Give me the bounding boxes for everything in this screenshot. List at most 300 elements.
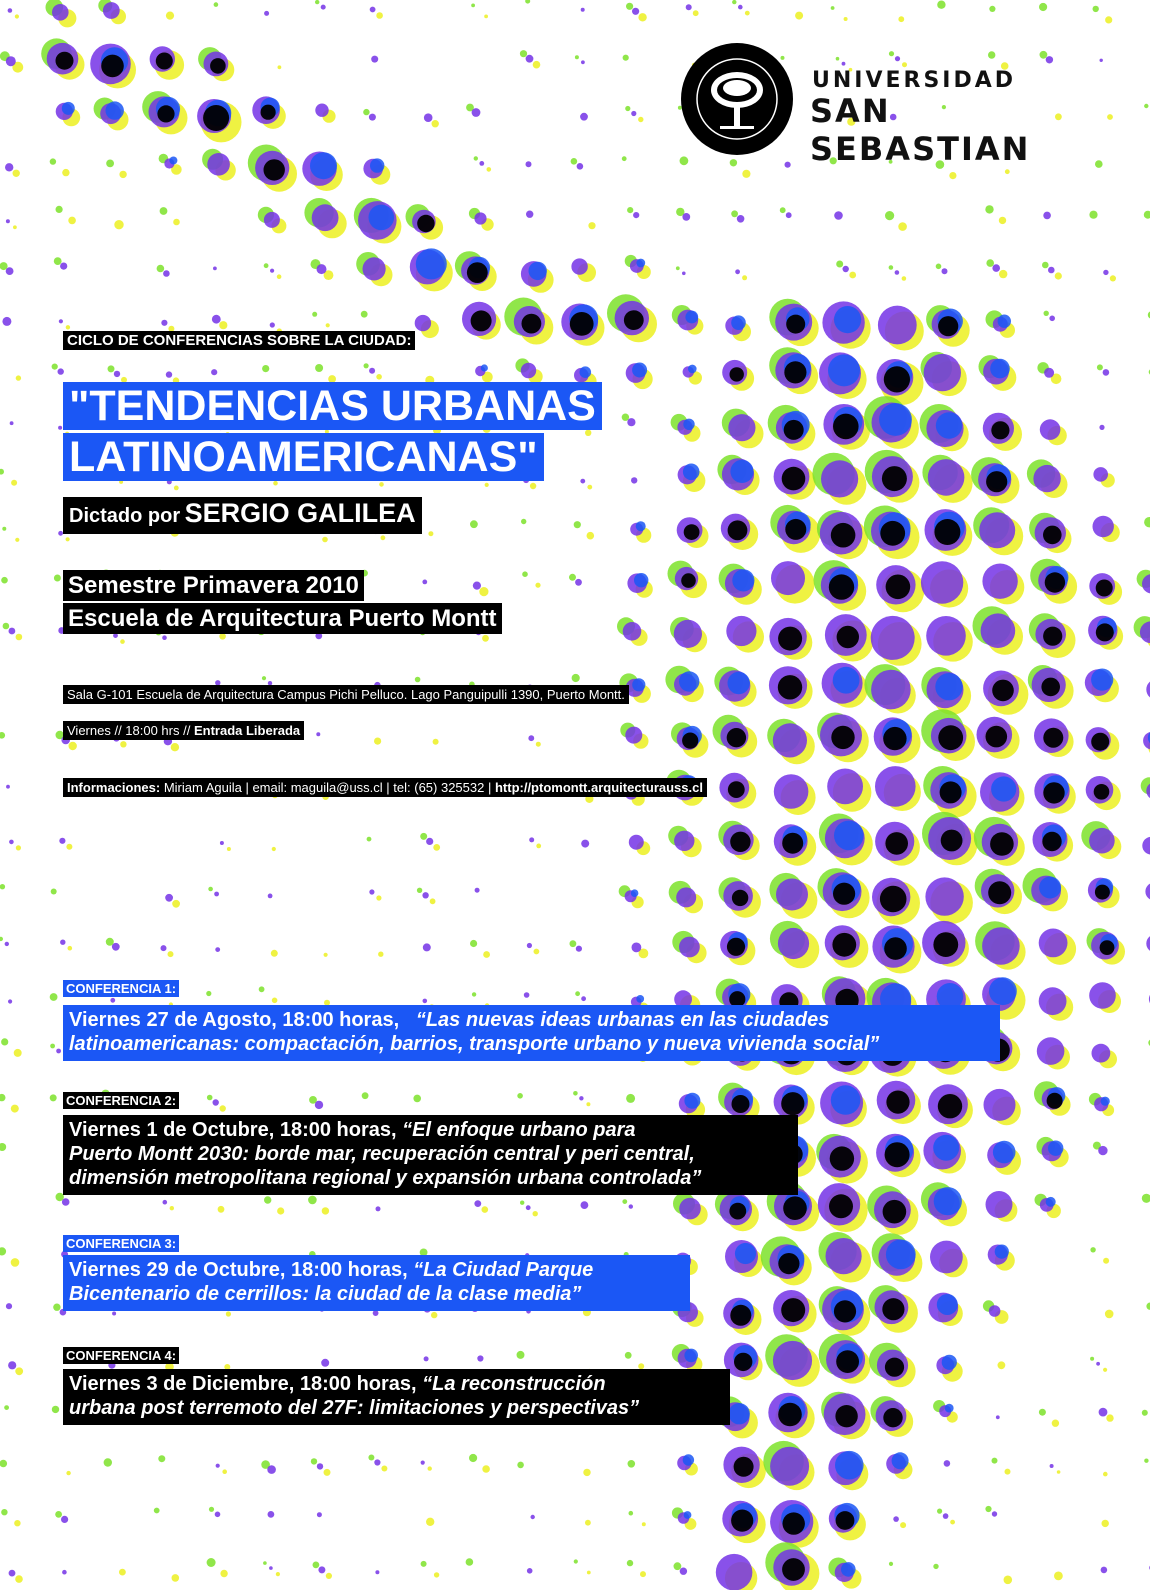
halftone-dot — [676, 266, 680, 270]
halftone-dot — [312, 312, 317, 317]
halftone-dot — [536, 844, 541, 849]
halftone-dot — [716, 1554, 753, 1590]
halftone-dot — [533, 61, 541, 69]
halftone-dot — [833, 667, 860, 694]
halftone-dot — [1052, 1420, 1059, 1427]
halftone-dot — [6, 267, 14, 275]
halftone-dot — [310, 152, 337, 179]
halftone-dot — [62, 169, 69, 176]
halftone-dot — [884, 937, 907, 960]
halftone-dot — [371, 56, 378, 63]
halftone-dot — [680, 1568, 687, 1575]
halftone-dot — [832, 933, 856, 957]
halftone-dot — [1039, 1409, 1046, 1416]
halftone-dot — [581, 1201, 589, 1209]
halftone-dot — [885, 1358, 904, 1377]
halftone-dot — [581, 60, 585, 64]
school-label: Escuela de Arquitectura Puerto Montt — [63, 603, 502, 634]
halftone-dot — [982, 927, 1020, 965]
halftone-dot — [835, 1451, 864, 1480]
halftone-dot — [0, 937, 3, 941]
halftone-dot — [685, 311, 698, 324]
halftone-dot — [269, 1566, 273, 1570]
halftone-dot — [986, 471, 1007, 492]
halftone-dot — [361, 311, 368, 318]
halftone-dot — [317, 1512, 322, 1517]
halftone-dot — [942, 1355, 957, 1370]
halftone-dot — [730, 367, 744, 381]
halftone-dot — [1039, 877, 1061, 899]
halftone-dot — [261, 105, 276, 120]
halftone-dot — [1091, 669, 1113, 691]
halftone-dot — [875, 766, 916, 807]
halftone-dot — [416, 248, 447, 279]
conference-2-title-b: Puerto Montt 2030: borde mar, recuperación central y peri central, — [69, 1143, 695, 1165]
halftone-dot — [165, 894, 173, 902]
halftone-dot — [880, 521, 905, 546]
halftone-dot — [1037, 1037, 1065, 1065]
title-line2: LATINOAMERICANAS" — [63, 433, 544, 481]
halftone-dot — [60, 940, 65, 945]
halftone-dot — [527, 943, 532, 948]
halftone-dot — [1096, 1362, 1100, 1366]
halftone-dot — [684, 1349, 698, 1363]
halftone-dot — [989, 977, 1017, 1005]
conference-2-line1 — [69, 1118, 792, 1142]
halftone-dot — [998, 1361, 1006, 1369]
halftone-dot — [933, 1564, 938, 1569]
halftone-dot — [1103, 1258, 1109, 1264]
halftone-dot — [921, 561, 963, 603]
title-line1: "TENDENCIAS URBANAS — [63, 382, 602, 430]
halftone-dot — [1046, 1197, 1056, 1207]
halftone-dot — [732, 569, 754, 591]
halftone-dot — [154, 1508, 160, 1514]
halftone-dot — [106, 101, 124, 119]
halftone-dot — [222, 1469, 227, 1474]
halftone-dot — [169, 157, 177, 165]
halftone-dot — [784, 361, 806, 383]
halftone-dot — [1089, 211, 1097, 219]
halftone-dot — [581, 840, 589, 848]
university-seal-tree-icon — [680, 42, 794, 156]
halftone-dot — [120, 639, 125, 644]
halftone-dot — [529, 837, 534, 842]
halftone-dot — [1094, 784, 1110, 800]
halftone-dot — [315, 364, 323, 372]
halftone-dot — [55, 1511, 62, 1518]
halftone-dot — [526, 161, 532, 167]
halftone-dot — [998, 315, 1011, 328]
halftone-dot — [984, 1089, 1016, 1121]
halftone-dot — [843, 266, 849, 272]
halftone-dot — [52, 1406, 59, 1413]
halftone-dot — [885, 832, 908, 855]
halftone-dot — [776, 879, 808, 911]
halftone-dot — [316, 732, 320, 736]
halftone-dot — [928, 459, 965, 496]
halftone-dot — [363, 257, 386, 280]
halftone-dot — [679, 937, 700, 958]
halftone-dot — [218, 1206, 225, 1213]
halftone-dot — [623, 55, 629, 61]
halftone-dot — [1041, 678, 1060, 697]
halftone-dot — [1144, 1459, 1148, 1463]
info-url-link[interactable]: http://ptomontt.arquitecturauss.cl — [494, 780, 703, 795]
halftone-dot — [277, 1207, 284, 1214]
halftone-dot — [742, 275, 747, 280]
halftone-dot — [683, 464, 700, 481]
halftone-dot — [62, 1570, 67, 1575]
halftone-dot — [1043, 627, 1062, 646]
halftone-dot — [782, 833, 803, 854]
halftone-dot — [1004, 1576, 1013, 1585]
halftone-dot — [477, 1355, 483, 1361]
halftone-dot — [938, 1094, 962, 1118]
halftone-dot — [369, 205, 395, 231]
halftone-dot — [108, 365, 115, 372]
halftone-dot — [684, 524, 700, 540]
halftone-dot — [834, 306, 861, 333]
halftone-dot — [66, 844, 72, 850]
halftone-dot — [2, 527, 6, 531]
halftone-dot — [226, 1311, 231, 1316]
halftone-dot — [272, 847, 276, 851]
halftone-dot — [1044, 368, 1054, 378]
halftone-dot — [315, 0, 319, 4]
halftone-dot — [368, 1455, 374, 1461]
halftone-dot — [587, 532, 595, 540]
halftone-dot — [321, 1359, 329, 1367]
conference-4-title-a: “La reconstrucción — [422, 1373, 606, 1395]
halftone-dot — [622, 156, 627, 161]
halftone-dot — [627, 1560, 633, 1566]
halftone-dot — [13, 225, 17, 229]
halftone-dot — [640, 1571, 646, 1577]
halftone-dot — [575, 991, 580, 996]
halftone-dot — [632, 678, 645, 691]
halftone-dot — [728, 520, 748, 540]
halftone-dot — [638, 117, 643, 122]
halftone-dot — [318, 1566, 325, 1573]
halftone-dot — [950, 1520, 955, 1525]
halftone-dot — [575, 55, 579, 59]
halftone-dot — [898, 222, 907, 231]
halftone-dot — [264, 1196, 271, 1203]
halftone-dot — [1142, 837, 1150, 855]
halftone-dot — [731, 315, 746, 330]
halftone-dot — [417, 215, 434, 232]
halftone-dot — [985, 205, 993, 213]
halftone-dot — [15, 14, 19, 18]
halftone-dot — [168, 951, 174, 957]
halftone-dot — [886, 1091, 909, 1114]
halftone-dot — [163, 1200, 168, 1205]
halftone-dot — [276, 1572, 280, 1576]
conference-4-line1 — [69, 1372, 724, 1396]
halftone-dot — [778, 1403, 802, 1427]
speaker-prefix: Dictado por — [69, 505, 181, 527]
halftone-dot — [728, 414, 755, 441]
halftone-dot — [433, 739, 439, 745]
halftone-dot — [1054, 1572, 1063, 1581]
halftone-dot — [773, 1341, 812, 1380]
halftone-dot — [684, 1511, 692, 1519]
halftone-dot — [636, 995, 644, 1003]
halftone-dot — [992, 264, 1000, 272]
halftone-dot — [629, 1511, 634, 1516]
halftone-dot — [930, 1241, 963, 1274]
halftone-dot — [895, 270, 900, 275]
halftone-dot — [575, 579, 582, 586]
halftone-dot — [61, 1516, 68, 1523]
halftone-dot — [624, 310, 644, 330]
halftone-dot — [633, 212, 639, 218]
conference-4-date: Viernes 3 de Diciembre, 18:00 horas, — [69, 1373, 417, 1395]
halftone-dot — [158, 1455, 165, 1462]
halftone-dot — [586, 1102, 590, 1106]
halftone-dot — [679, 1198, 701, 1220]
conference-2-block — [63, 1115, 798, 1195]
halftone-dot — [370, 7, 376, 13]
conference-1-block — [63, 1005, 1000, 1061]
halftone-dot — [520, 50, 527, 57]
halftone-dot — [833, 883, 855, 905]
halftone-dot — [1099, 1408, 1108, 1417]
halftone-dot — [781, 1298, 805, 1322]
halftone-dot — [844, 17, 848, 21]
halftone-dot — [871, 616, 915, 660]
halftone-dot — [573, 1091, 578, 1096]
halftone-dot — [1103, 1368, 1107, 1372]
halftone-dot — [936, 412, 962, 438]
conference-2-tag: CONFERENCIA 2: — [63, 1092, 179, 1109]
halftone-dot — [879, 403, 912, 436]
halftone-dot — [1105, 16, 1112, 23]
halftone-dot — [636, 259, 645, 268]
halftone-dot — [1039, 3, 1047, 11]
halftone-dot — [682, 733, 698, 749]
halftone-dot — [1050, 1464, 1054, 1468]
halftone-dot — [15, 538, 19, 542]
halftone-dot — [66, 537, 70, 541]
halftone-dot — [1, 1038, 8, 1045]
halftone-dot — [474, 212, 486, 224]
halftone-dot — [625, 106, 630, 111]
halftone-dot — [58, 368, 64, 374]
halftone-dot — [784, 420, 804, 440]
halftone-dot — [1100, 940, 1115, 955]
halftone-dot — [160, 207, 168, 215]
halftone-dot — [413, 1095, 421, 1103]
halftone-dot — [581, 996, 586, 1001]
halftone-dot — [428, 1466, 432, 1470]
halftone-dot — [11, 480, 17, 486]
halftone-dot — [937, 1294, 958, 1315]
speaker-line — [63, 497, 422, 534]
halftone-dot — [324, 1469, 331, 1476]
venue-label: Sala G-101 Escuela de Arquitectura Campus Pichi Pelluco. Lago Panguipulli 1390, Puerto Montt. — [63, 685, 629, 704]
halftone-dot — [1043, 782, 1064, 803]
halftone-dot — [50, 993, 58, 1001]
halftone-dot — [990, 359, 1010, 379]
halftone-dot — [886, 575, 911, 600]
halftone-dot — [934, 519, 960, 545]
halftone-dot — [634, 573, 648, 587]
halftone-dot — [574, 521, 581, 528]
halftone-dot — [878, 306, 917, 345]
halftone-dot — [1093, 516, 1114, 537]
halftone-dot — [588, 222, 595, 229]
halftone-dot — [627, 207, 633, 213]
halftone-dot — [1055, 272, 1062, 279]
halftone-dot — [6, 219, 10, 223]
halftone-dot — [214, 892, 219, 897]
halftone-dot — [270, 269, 274, 273]
halftone-dot — [162, 635, 167, 640]
conference-1-title-a: “Las nuevas ideas urbanas en las ciudades — [415, 1009, 830, 1031]
halftone-dot — [629, 835, 644, 850]
halftone-dot — [487, 167, 492, 172]
halftone-dot — [157, 265, 165, 273]
halftone-dot — [831, 1085, 861, 1115]
halftone-dot — [778, 675, 802, 699]
halftone-dot — [529, 262, 547, 280]
halftone-dot — [728, 781, 745, 798]
halftone-dot — [1089, 828, 1115, 854]
halftone-dot — [625, 1352, 632, 1359]
halftone-dot — [1142, 1410, 1148, 1416]
halftone-dot — [369, 114, 376, 121]
halftone-dot — [1039, 929, 1068, 958]
halftone-dot — [472, 108, 481, 117]
halftone-dot — [926, 616, 966, 656]
halftone-dot — [471, 4, 475, 8]
halftone-dot — [1047, 1093, 1063, 1109]
halftone-dot — [631, 477, 637, 483]
halftone-dot — [1040, 419, 1061, 440]
halftone-dot — [841, 1562, 856, 1577]
halftone-dot — [362, 1092, 369, 1099]
halftone-dot — [902, 276, 907, 281]
halftone-dot — [161, 945, 167, 951]
conference-2-title-a: “El enfoque urbano para — [402, 1119, 636, 1141]
halftone-dot — [783, 1196, 807, 1220]
halftone-dot — [683, 1454, 694, 1465]
halftone-dot — [525, 0, 530, 4]
halftone-dot — [212, 315, 221, 324]
conference-1-tag: CONFERENCIA 1: — [63, 980, 179, 997]
halftone-dot — [264, 159, 285, 180]
halftone-dot — [322, 537, 328, 543]
halftone-dot — [14, 1520, 20, 1526]
halftone-dot — [268, 1511, 275, 1518]
halftone-dot — [937, 1, 945, 9]
university-name-line2: SAN SEBASTIAN — [810, 92, 1031, 168]
halftone-dot — [785, 519, 806, 540]
halftone-dot — [991, 421, 1009, 439]
halftone-dot — [524, 992, 530, 998]
halftone-dot — [522, 571, 528, 577]
halftone-dot — [466, 1558, 474, 1566]
halftone-dot — [1044, 311, 1049, 316]
halftone-dot — [166, 12, 174, 20]
halftone-dot — [1039, 987, 1067, 1015]
halftone-dot — [66, 1471, 70, 1475]
halftone-dot — [581, 8, 585, 12]
halftone-dot — [778, 1253, 799, 1274]
halftone-dot — [682, 213, 690, 221]
halftone-dot — [52, 364, 58, 370]
halftone-dot — [889, 1562, 893, 1566]
conference-2-date: Viernes 1 de Octubre, 18:00 horas, — [69, 1119, 397, 1141]
halftone-dot — [268, 894, 273, 899]
halftone-dot — [317, 264, 327, 274]
halftone-dot — [778, 928, 809, 959]
halftone-dot — [1096, 580, 1113, 597]
halftone-dot — [771, 561, 805, 595]
halftone-dot — [579, 1096, 583, 1100]
halftone-dot — [376, 374, 382, 380]
halftone-dot — [831, 726, 854, 749]
halftone-dot — [745, 11, 750, 16]
halftone-dot — [11, 1258, 20, 1267]
halftone-dot — [1090, 1357, 1094, 1361]
halftone-dot — [1098, 1146, 1107, 1155]
info-heading: Informaciones: — [67, 780, 161, 795]
halftone-dot — [271, 950, 278, 957]
halftone-dot — [571, 258, 587, 274]
halftone-dot — [628, 1460, 636, 1468]
halftone-dot — [937, 1509, 942, 1514]
halftone-dot — [0, 469, 4, 475]
halftone-dot — [773, 723, 807, 757]
halftone-dot — [938, 316, 958, 336]
halftone-dot — [207, 153, 230, 176]
halftone-dot — [889, 265, 894, 270]
halftone-dot — [1144, 211, 1150, 219]
halftone-dot — [933, 1135, 959, 1161]
halftone-dot — [0, 1460, 7, 1468]
halftone-dot — [999, 217, 1006, 224]
halftone-dot — [0, 732, 5, 739]
halftone-dot — [1048, 1141, 1063, 1156]
schedule-text: Viernes // 18:00 hrs // — [67, 723, 191, 738]
halftone-dot — [0, 1094, 6, 1101]
halftone-dot — [882, 466, 907, 491]
halftone-dot — [679, 671, 699, 691]
halftone-dot — [992, 680, 1014, 702]
halftone-dot — [10, 421, 14, 425]
halftone-dot — [219, 321, 227, 329]
halftone-dot — [170, 1206, 174, 1210]
halftone-dot — [770, 1447, 809, 1486]
halftone-dot — [211, 369, 217, 375]
halftone-dot — [882, 1298, 904, 1320]
halftone-dot — [428, 531, 433, 536]
halftone-dot — [993, 1141, 1016, 1164]
halftone-dot — [50, 158, 56, 164]
halftone-dot — [831, 6, 835, 10]
halftone-dot — [51, 889, 57, 895]
halftone-dot — [161, 320, 167, 326]
halftone-dot — [734, 1457, 754, 1477]
halftone-dot — [6, 785, 10, 789]
halftone-dot — [1033, 465, 1060, 492]
conference-3-date: Viernes 29 de Octubre, 18:00 horas, — [69, 1259, 408, 1281]
halftone-dot — [945, 1404, 954, 1413]
halftone-dot — [727, 728, 746, 747]
